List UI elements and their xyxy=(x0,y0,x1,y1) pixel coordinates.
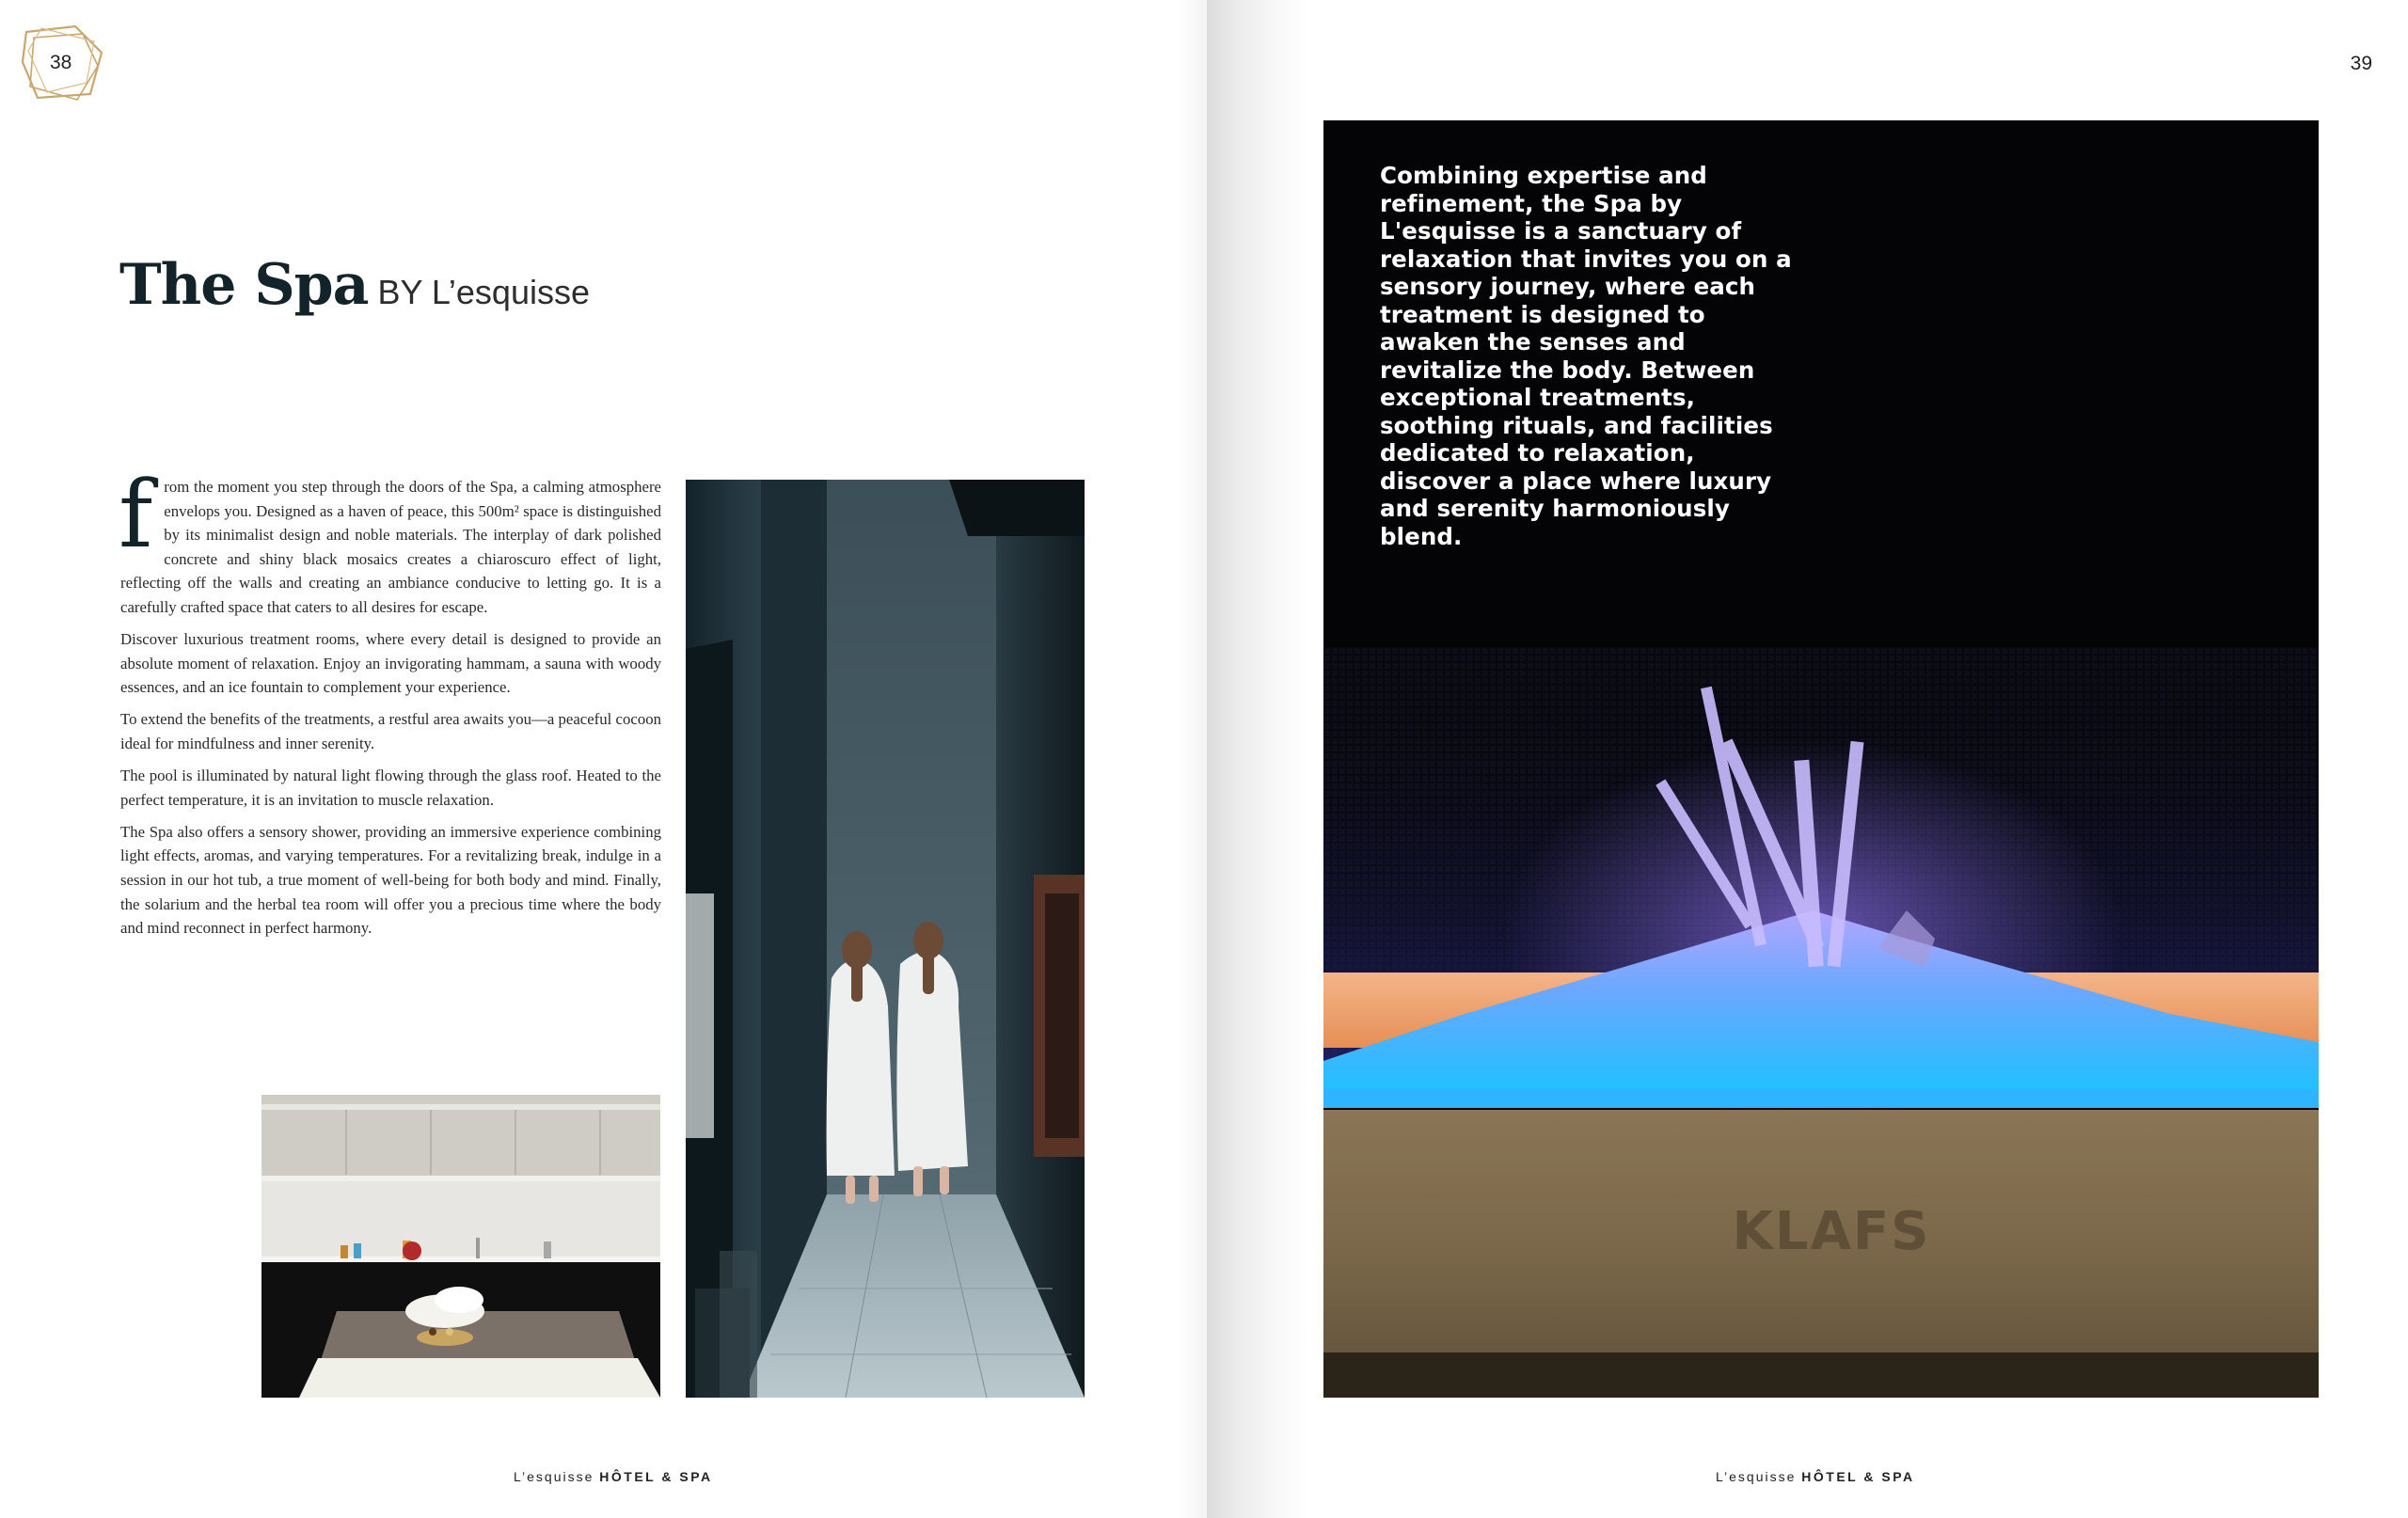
page-title xyxy=(119,252,590,318)
paragraph: from the moment you step through the doors of the Spa, a calming atmosphere envelops you. Designed as a haven of peace, this 500m² space is distinguished by its minimalist design and noble materials. The interplay of dark polished concrete and shiny black mosaics creates a chiaroscuro effect of light, reflecting off the walls and creating an ambiance conducive to letting go. It is a carefully crafted space that caters to all desires for escape. xyxy=(119,462,661,616)
page-footer xyxy=(1716,1469,1915,1484)
page-number: 39 xyxy=(2350,53,2372,74)
paragraph: Discover luxurious treatment rooms, where every detail is designed to provide an absolute moment of relaxation. Enjoy an invigorating hammam, a sauna with woody essences, and an ice fountain to complement your experience. xyxy=(120,630,661,697)
paragraph: The Spa also offers a sensory shower, providing an immersive experience combining light effects, aromas, and varying temperatures. For a revitalizing break, indulge in a session in our hot tub, a true moment of well-being for both body and mind. Finally, the solarium and the herbal tea room will offer you a precious time where the body and mind reconnect in perfect harmony. xyxy=(120,822,661,938)
spa-corridor-photo xyxy=(686,480,1085,1398)
treatment-room-photo xyxy=(261,1095,660,1398)
footer-brand-bold: HÔTEL & SPA xyxy=(1801,1469,1915,1484)
footer-brand-bold: HÔTEL & SPA xyxy=(599,1469,713,1484)
paragraph: The pool is illuminated by natural light flowing through the glass roof. Heated to the perfect temperature, it is an invitation to muscle relaxation. xyxy=(120,767,661,809)
photo-brand-mark: KLAFS xyxy=(1732,1201,1931,1262)
pull-quote: Combining expertise and refinement, the Spa by L'esquisse is a sanctuary of relaxation that invites you on a sensory journey, where each treatment is designed to awaken the senses and revitalize the body. Between exceptional treatments, soothing rituals, and facilities dedicated to relaxation, discover a place where luxury and serenity harmoniously blend. xyxy=(1380,162,1792,550)
page-footer xyxy=(514,1469,713,1484)
footer-brand: L’esquisse xyxy=(1716,1469,1797,1484)
gutter-shadow xyxy=(1179,0,1207,1518)
ice-fountain-photo xyxy=(1323,120,2319,1398)
page-number: 38 xyxy=(50,52,72,73)
page-number-badge xyxy=(21,24,107,102)
right-page xyxy=(1207,0,2408,1518)
title-subtitle: BY L’esquisse xyxy=(377,273,590,311)
footer-brand: L’esquisse xyxy=(514,1469,594,1484)
drop-cap: f xyxy=(119,462,153,569)
gutter-shadow xyxy=(1207,0,1310,1518)
paragraph: To extend the benefits of the treatments, a restful area awaits you—a peaceful cocoon ideal for mindfulness and inner serenity. xyxy=(120,710,661,752)
title-main: The Spa xyxy=(119,252,369,318)
article-body xyxy=(119,462,661,948)
